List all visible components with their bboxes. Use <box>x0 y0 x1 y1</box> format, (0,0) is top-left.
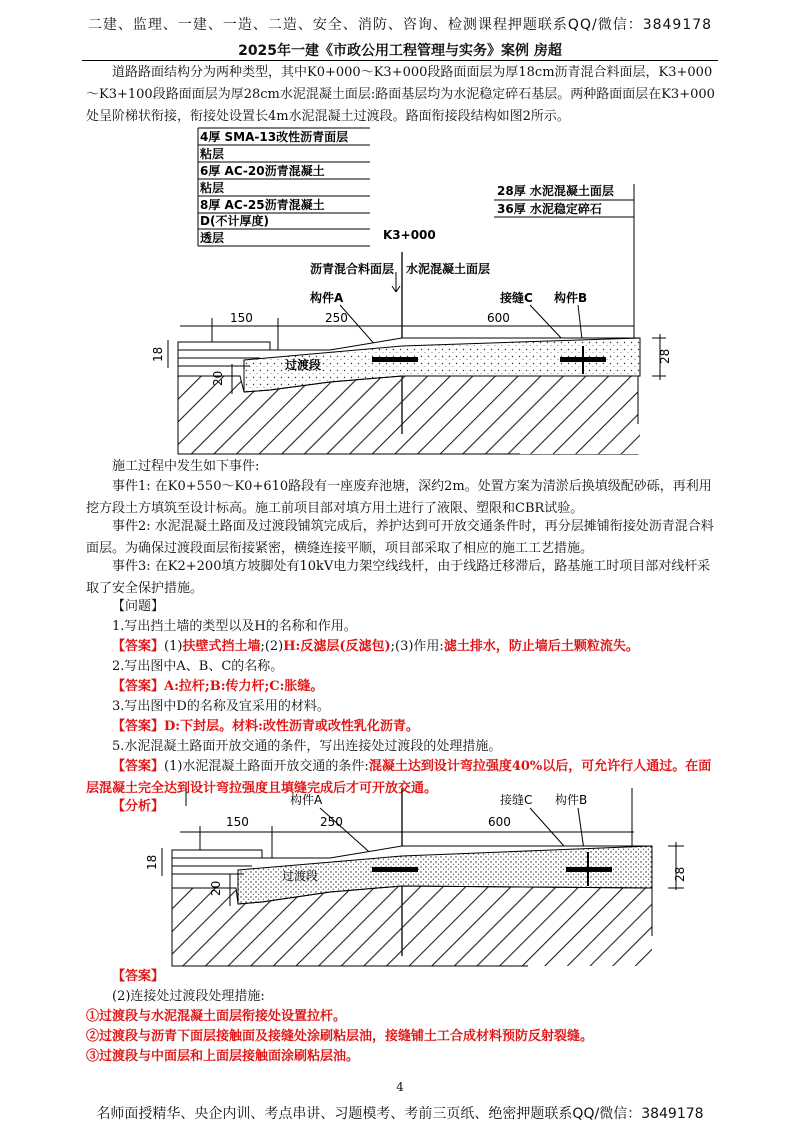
figure-2-structure <box>0 124 800 460</box>
station-label: K3+000 <box>383 228 436 242</box>
layer-label-6: D(不计厚度) <box>200 214 269 228</box>
layer-table-left <box>198 128 370 246</box>
layer-label-4: 粘层 <box>200 181 225 195</box>
header-contact-line: 二建、监理、一建、一造、二造、安全、消防、咨询、检测课程押题联系QQ/微信：3849178 <box>87 17 713 33</box>
answer-3: 【答案】D:下封层。材料:改性沥青或改性乳化沥青。 <box>112 719 419 734</box>
dim-150-2: 150 <box>226 815 249 829</box>
answer-1: 【答案】(1)扶壁式挡土墙;(2)H:反滤层(反滤包);(3)作用:滤土排水，防止墙后土颗粒流失。 <box>112 639 639 654</box>
layer-label-5: 8厚 AC-25沥青混凝土 <box>200 198 325 212</box>
dim-600-2: 600 <box>488 815 511 829</box>
event-1: 事件1: 在K0+550～K0+610路段有一座废弃池塘，深约2m。处置方案为清淤后换填级配砂砾，再利用挖方段土方填筑至设计标高。施工前项目部对填方用土进行了液限、塑限和CBR试验。 <box>86 479 712 516</box>
dim-28-2: 28 <box>673 866 687 882</box>
member-b-label: 构件B <box>554 291 588 305</box>
measures-title: (2)连接处过渡段处理措施: <box>112 989 265 1004</box>
dim-20-2: 20 <box>209 880 223 896</box>
question-1: 1.写出挡土墙的类型以及H的名称和作用。 <box>112 619 357 634</box>
page-title: 2025年一建《市政公用工程管理与实务》案例 房超 <box>238 43 562 59</box>
dim-600: 600 <box>487 311 510 325</box>
dim-150: 150 <box>230 311 253 325</box>
dim-28: 28 <box>658 348 672 364</box>
dim-250: 250 <box>325 311 348 325</box>
answer-5: 【答案】(1)水泥混凝土路面开放交通的条件:混凝土达到设计弯拉强度40%以后，可允许行人通过。在面层混凝土完全达到设计弯拉强度且填缝完成后才可开放交通。 <box>86 759 712 796</box>
asphalt-surface-label: 沥青混合料面层 <box>310 262 395 276</box>
intro-paragraph: 道路路面结构分为两种类型，其中K0+000～K3+000段路面面层为厚18cm沥青混合料面层，K3+000～K3+100段路面面层为厚28cm水泥混凝土面层:路面基层均为水泥稳定碎石基层。两种路面面层在K3+000处呈阶梯状衔接，衔接处设置长4m水泥混凝土过渡段。路面衔接段结构如图2所示。 <box>86 65 715 124</box>
concrete-surface-label: 水泥混凝土面层 <box>406 262 491 276</box>
page-number: 4 <box>396 1080 404 1094</box>
joint-c-label: 接缝C <box>500 291 533 305</box>
layer-label-1: 4厚 SMA-13改性沥青面层 <box>200 130 349 144</box>
joint-c-label-2: 接缝C <box>500 793 533 807</box>
member-a-bar <box>372 357 418 362</box>
member-b-label-2: 构件B <box>555 793 588 807</box>
figure-analysis-structure <box>0 786 800 976</box>
event-3: 事件3: 在K2+200填方坡脚处有10kV电力架空线线杆，由于线路迁移滞后，路基施工时项目部对线杆采取了安全保护措施。 <box>86 559 711 596</box>
dim-18: 18 <box>151 346 165 362</box>
questions-heading: 【问题】 <box>112 599 165 614</box>
dim-250-2: 250 <box>320 815 343 829</box>
transition-label: 过渡段 <box>285 358 322 372</box>
dim-20: 20 <box>211 370 225 386</box>
measure-2: ②过渡段与沥青下面层接触面及接缝处涂刷粘层油，接缝铺土工合成材料预防反射裂缝。 <box>86 1029 594 1044</box>
footer-contact-line: 名师面授精华、央企内训、考点串讲、习题模考、考前三页纸、绝密押题联系QQ/微信：3849178 <box>96 1106 704 1122</box>
right-layer-label-1: 28厚 水泥混凝土面层 <box>497 184 614 198</box>
layer-table-right <box>494 183 634 360</box>
layer-label-2: 粘层 <box>200 147 225 161</box>
answer-2: 【答案】A:拉杆;B:传力杆;C:胀缝。 <box>112 679 324 694</box>
answer-tag: 【答案】 <box>112 639 165 654</box>
events-lead: 施工过程中发生如下事件: <box>112 459 260 474</box>
layer-label-3: 6厚 AC-20沥青混凝土 <box>200 164 325 178</box>
question-3: 3.写出图中D的名称及宜采用的材料。 <box>112 699 330 714</box>
measure-3: ③过渡段与中面层和上面层接触面涂刷粘层油。 <box>86 1049 360 1064</box>
member-a-bar-2 <box>372 867 418 872</box>
dim-18-2: 18 <box>145 854 159 870</box>
header-divider <box>82 60 718 61</box>
event-2: 事件2: 水泥混凝土路面及过渡段铺筑完成后，养护达到可开放交通条件时，再分层摊铺衔接处沥青混合料面层。为确保过渡段面层衔接紧密，横缝连接平顺，项目部采取了相应的施工工艺措施。 <box>86 519 714 556</box>
right-layer-label-2: 36厚 水泥稳定碎石 <box>497 202 602 216</box>
transition-label-2: 过渡段 <box>282 869 319 883</box>
question-2: 2.写出图中A、B、C的名称。 <box>112 659 284 674</box>
measure-1: ①过渡段与水泥混凝土面层衔接处设置拉杆。 <box>86 1009 347 1024</box>
member-a-label: 构件A <box>310 291 344 305</box>
question-5: 5.水泥混凝土路面开放交通的条件，写出连接处过渡段的处理措施。 <box>112 739 502 754</box>
analysis-heading: 【分析】 <box>112 799 165 814</box>
member-a-label-2: 构件A <box>290 793 323 807</box>
answer-tag-2: 【答案】 <box>112 969 165 984</box>
layer-label-7: 透层 <box>200 231 225 245</box>
